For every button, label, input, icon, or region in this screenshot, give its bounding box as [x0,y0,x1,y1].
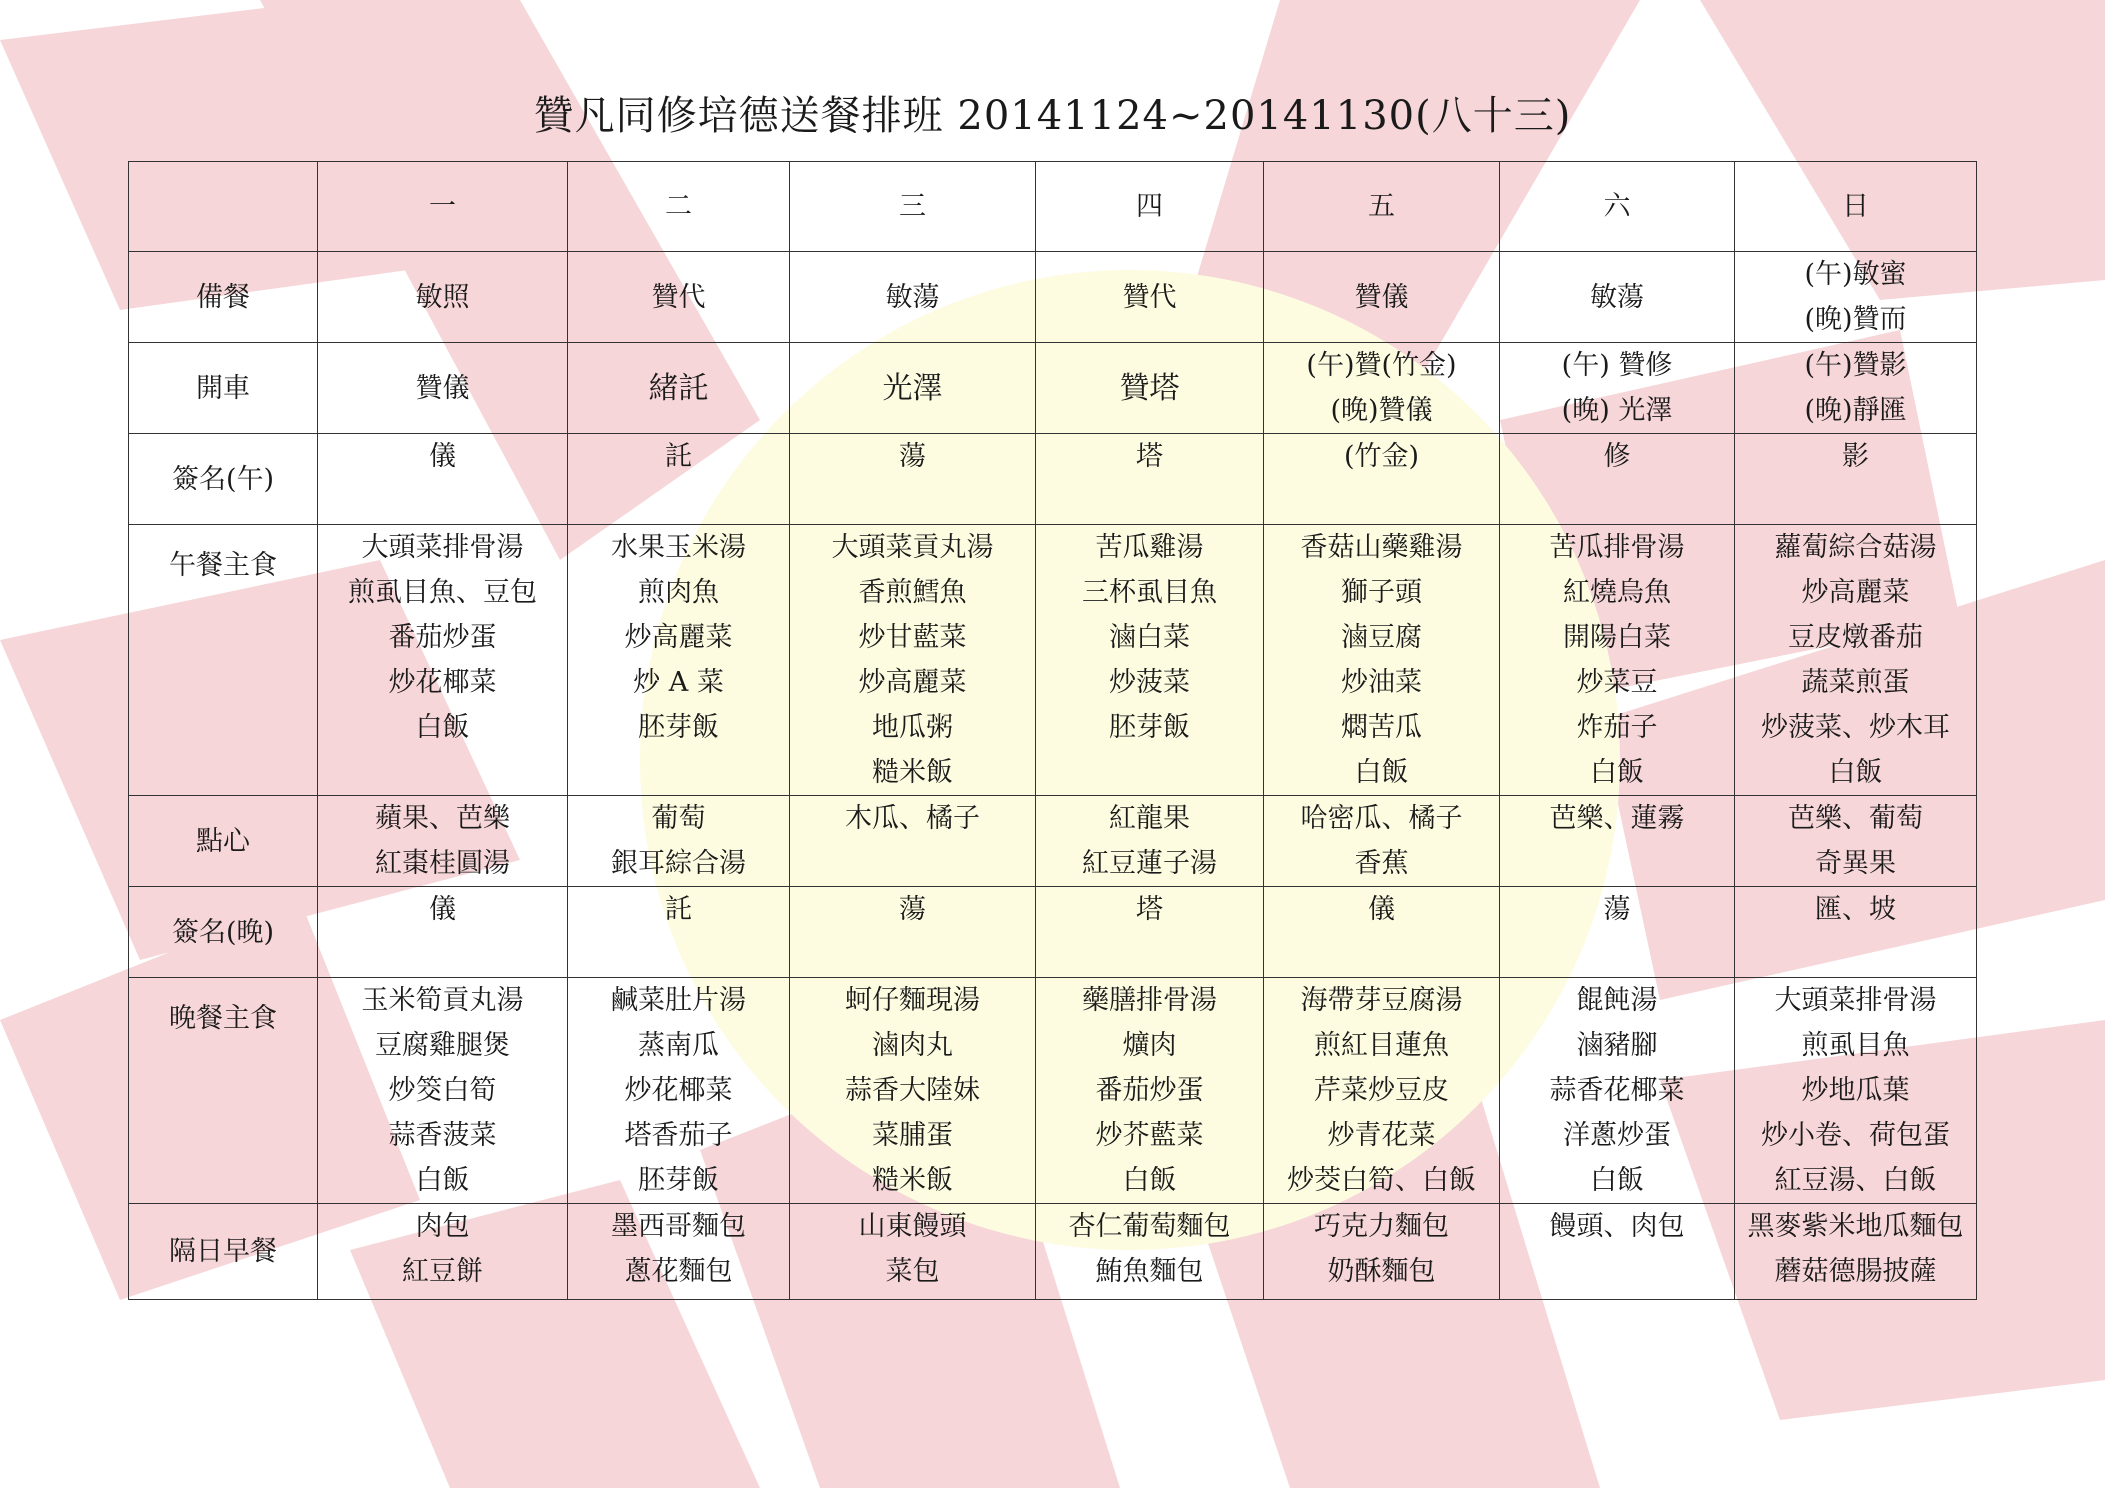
prep-cell [1500,252,1735,343]
row-label: 簽名(午) [129,434,318,525]
cell-text-line: 滷肉丸 [872,1030,953,1061]
breakfast-cell [568,1204,790,1300]
cell-text-line: 大頭菜排骨湯 [361,532,524,563]
cell-text-line: 白飯 [1590,757,1644,788]
snack-cell [1500,796,1735,887]
cell-text-line: 燜苦瓜 [1341,712,1422,743]
cell-text-line: 芹菜炒豆皮 [1314,1075,1449,1106]
cell-text-line: 紅龍果 [1109,803,1190,834]
cell-text-line: 炸茄子 [1576,712,1658,743]
dinner-cell [568,978,790,1204]
cell-text-line: 饅頭、肉包 [1549,1211,1685,1242]
breakfast-cell [1036,1204,1264,1300]
day-header: 一 [318,162,568,252]
cell-text-line: 蕩 [899,441,926,472]
cell-text-line: 匯、坡 [1815,894,1896,925]
cell-text-line: 蕩 [1603,894,1631,925]
cell-text-line: (午)敏蜜 [1804,259,1907,290]
row-label: 午餐主食 [129,525,318,796]
cell-text-line: 白飯 [1828,757,1883,788]
sign-cell [318,887,568,978]
cell-text-line: 蒜香花椰菜 [1549,1075,1685,1106]
meal-schedule-table [128,161,1977,1300]
cell-text-line: 白飯 [1354,757,1409,788]
sign-cell [568,434,790,525]
breakfast-cell [1264,1204,1500,1300]
cell-text-line: 炒高麗菜 [624,622,733,653]
cell-text-line: 紅豆餅 [402,1256,483,1287]
sign-cell [790,887,1036,978]
day-header: 五 [1264,162,1500,252]
cell-text-line: 塔香茄子 [624,1120,733,1151]
cell-text-line: 香菇山藥雞湯 [1300,532,1463,563]
cell-text-line: 白飯 [415,1165,470,1196]
row-label: 開車 [129,343,318,434]
cell-text-line: 豆腐雞腿煲 [375,1030,510,1061]
cell-text-line: 哈密瓜、橘子 [1300,803,1463,834]
cell-text-line: 藥膳排骨湯 [1082,985,1217,1016]
cell-text-line: 餛飩湯 [1576,985,1658,1016]
cell-text-line: 託 [665,441,692,472]
cell-text-line: 緒託 [648,370,709,406]
breakfast-cell [790,1204,1036,1300]
cell-text-line: 獅子頭 [1341,577,1422,608]
sign-cell [1500,887,1735,978]
sign-cell [1036,887,1264,978]
cell-text-line: 芭樂、葡萄 [1788,803,1923,834]
cell-text-line: 鹹菜肚片湯 [611,985,746,1016]
cell-text-line: (晚) 光澤 [1561,395,1673,426]
row-sign-lunch [129,434,1977,525]
cell-text-line: (午) 贊修 [1561,350,1673,381]
cell-text-line: 滷豆腐 [1341,622,1422,653]
cell-text-line: 炒高麗菜 [858,667,967,698]
cell-text-line: 炒花椰菜 [388,667,497,698]
cell-text-line: 苦瓜雞湯 [1095,532,1204,563]
cell-text-line: (晚)靜匯 [1804,395,1907,426]
cell-text-line: 修 [1603,441,1631,472]
sign-cell [790,434,1036,525]
snack-cell [790,796,1036,887]
cell-text-line: 大頭菜貢丸湯 [831,532,994,563]
row-label: 隔日早餐 [129,1204,318,1300]
cell-text-line: 紅燒烏魚 [1563,577,1671,608]
prep-cell [318,252,568,343]
driver-cell [1735,343,1977,434]
cell-text-line: 光澤 [882,370,943,406]
row-label: 晚餐主食 [129,978,318,1204]
header-row [129,162,1977,252]
cell-text-line: 蒜香大陸妹 [845,1075,980,1106]
cell-text-line: 白飯 [1590,1165,1644,1196]
dinner-cell [790,978,1036,1204]
cell-text-line: 奇異果 [1815,848,1896,879]
cell-text-line: 紅豆湯、白飯 [1774,1165,1937,1196]
cell-text-line: 儀 [1368,894,1395,925]
cell-text-line: 胚芽飯 [638,1165,719,1196]
day-header: 日 [1735,162,1977,252]
cell-text-line: 炒 A 菜 [633,667,724,698]
day-header: 四 [1036,162,1264,252]
cell-text-line: 葡萄 [651,803,706,834]
cell-text-line: (午)贊(竹金) [1306,350,1457,381]
cell-text-line: 敏照 [415,281,470,313]
cell-text-line: 煎肉魚 [638,577,719,608]
cell-text-line: 番茄炒蛋 [1095,1075,1204,1106]
cell-text-line: 洋蔥炒蛋 [1563,1120,1671,1151]
prep-cell [1036,252,1264,343]
cell-text-line: (竹金) [1343,441,1420,472]
day-header: 三 [790,162,1036,252]
lunch-cell [1036,525,1264,796]
sign-cell [1264,887,1500,978]
cell-text-line: 煎紅目蓮魚 [1314,1030,1449,1061]
cell-text-line: 香煎鱈魚 [858,577,967,608]
cell-text-line: 滷豬腳 [1576,1030,1658,1061]
cell-text-line: 贊儀 [415,372,470,404]
cell-text-line: 影 [1842,441,1869,472]
cell-text-line: 苦瓜排骨湯 [1549,532,1685,563]
cell-text-line: 炒地瓜葉 [1801,1075,1910,1106]
breakfast-cell [318,1204,568,1300]
snack-cell [1735,796,1977,887]
cell-text-line: 蘑菇德腸披薩 [1774,1256,1937,1287]
cell-text-line: 鮪魚麵包 [1095,1256,1204,1287]
cell-text-line: 炒芥藍菜 [1095,1120,1204,1151]
cell-text-line: 杏仁葡萄麵包 [1068,1211,1231,1242]
cell-text-line: 蘿蔔綜合菇湯 [1774,532,1937,563]
row-lunch [129,525,1977,796]
cell-text-line: 塔 [1136,894,1163,925]
cell-text-line: 炒花椰菜 [624,1075,733,1106]
cell-text-line: 胚芽飯 [1109,712,1190,743]
cell-text-line: 炒高麗菜 [1801,577,1910,608]
cell-text-line: 炒筊白筍 [388,1075,497,1106]
cell-text-line: 滷白菜 [1109,622,1190,653]
cell-text-line: 贊代 [651,281,706,313]
sign-cell [1500,434,1735,525]
lunch-cell [1264,525,1500,796]
cell-text-line: 胚芽飯 [638,712,719,743]
cell-text-line: 儀 [429,894,456,925]
cell-text-line: 炒菠菜、炒木耳 [1761,712,1950,743]
cell-text-line: 菜脯蛋 [872,1120,953,1151]
cell-text-line: 贊儀 [1354,281,1409,313]
cell-text-line: 炒油菜 [1341,667,1422,698]
row-prep [129,252,1977,343]
dinner-cell [1500,978,1735,1204]
sign-cell [318,434,568,525]
cell-text-line: 託 [665,894,692,925]
cell-text-line: 蘋果、芭樂 [375,803,510,834]
sign-cell [1036,434,1264,525]
cell-text-line: 白飯 [415,712,470,743]
row-breakfast [129,1204,1977,1300]
cell-text-line: (晚)贊儀 [1330,395,1433,426]
lunch-cell [568,525,790,796]
cell-text-line: 黑麥紫米地瓜麵包 [1747,1211,1964,1242]
cell-text-line: 紅豆蓮子湯 [1082,848,1217,879]
cell-text-line: 番茄炒蛋 [388,622,497,653]
page-title: 贊凡同修培德送餐排班 20141124~20141130(八十三) [533,93,1572,139]
lunch-cell [1500,525,1735,796]
sign-cell [1264,434,1500,525]
driver-cell [568,343,790,434]
cell-text-line: 木瓜、橘子 [845,803,980,834]
prep-cell [1264,252,1500,343]
snack-cell [1036,796,1264,887]
row-driver [129,343,1977,434]
cell-text-line: 墨西哥麵包 [611,1211,746,1242]
breakfast-cell [1735,1204,1977,1300]
cell-text-line: 炒青花菜 [1327,1120,1436,1151]
cell-text-line: 炒茭白筍、白飯 [1287,1165,1476,1196]
cell-text-line: (晚)贊而 [1804,304,1907,335]
cell-text-line: 蒸南瓜 [638,1030,719,1061]
cell-text-line: 炒小卷、荷包蛋 [1761,1120,1950,1151]
snack-cell [318,796,568,887]
driver-cell [1264,343,1500,434]
lunch-cell [1735,525,1977,796]
cell-text-line: 海帶芽豆腐湯 [1300,985,1463,1016]
cell-text-line: 白飯 [1122,1165,1177,1196]
cell-text-line: 贊代 [1122,281,1177,313]
cell-text-line: 山東饅頭 [858,1211,967,1242]
cell-text-line: 炒菠菜 [1109,667,1190,698]
driver-cell [1500,343,1735,434]
dinner-cell [1036,978,1264,1204]
cell-text-line: 贊塔 [1119,370,1180,406]
cell-text-line: 敏蕩 [885,281,940,313]
cell-text-line: 奶酥麵包 [1327,1256,1436,1287]
cell-text-line: 菜包 [885,1256,940,1287]
cell-text-line: 炒菜豆 [1576,667,1658,698]
cell-text-line: 地瓜粥 [872,712,953,743]
breakfast-cell [1500,1204,1735,1300]
sign-cell [1735,887,1977,978]
driver-cell [790,343,1036,434]
prep-cell [1735,252,1977,343]
cell-text-line: 煎虱目魚、豆包 [348,577,537,608]
lunch-cell [790,525,1036,796]
cell-text-line: 肉包 [415,1211,470,1242]
row-label: 備餐 [129,252,318,343]
cell-text-line: 玉米筍貢丸湯 [361,985,524,1016]
cell-text-line: 巧克力麵包 [1314,1211,1449,1242]
cell-text-line: 銀耳綜合湯 [611,848,746,879]
row-dinner [129,978,1977,1204]
driver-cell [318,343,568,434]
cell-text-line: 塔 [1136,441,1163,472]
cell-text-line: 炒甘藍菜 [858,622,967,653]
cell-text-line: 儀 [429,441,456,472]
cell-text-line: 水果玉米湯 [611,532,746,563]
cell-text-line: 敏蕩 [1590,281,1644,313]
cell-text-line: 三杯虱目魚 [1082,577,1217,608]
cell-text-line: 蔬菜煎蛋 [1801,667,1910,698]
snack-cell [568,796,790,887]
day-header: 二 [568,162,790,252]
cell-text-line: 豆皮燉番茄 [1788,622,1923,653]
prep-cell [790,252,1036,343]
cell-text-line: 香蕉 [1354,848,1409,879]
cell-text-line: 糙米飯 [872,1165,953,1196]
corner-cell [129,162,318,252]
cell-text-line: 糙米飯 [872,757,953,788]
dinner-cell [318,978,568,1204]
prep-cell [568,252,790,343]
lunch-cell [318,525,568,796]
cell-text-line: (午)贊影 [1804,350,1907,381]
dinner-cell [1735,978,1977,1204]
row-label: 簽名(晚) [129,887,318,978]
day-header: 六 [1500,162,1735,252]
cell-text-line: 蒜香菠菜 [388,1120,497,1151]
cell-text-line: 蚵仔麵現湯 [845,985,980,1016]
sign-cell [1735,434,1977,525]
cell-text-line: 芭樂、蓮霧 [1549,803,1685,834]
cell-text-line: 紅棗桂圓湯 [375,848,510,879]
cell-text-line: 蕩 [899,894,926,925]
snack-cell [1264,796,1500,887]
dinner-cell [1264,978,1500,1204]
cell-text-line: 大頭菜排骨湯 [1774,985,1937,1016]
row-sign-dinner [129,887,1977,978]
cell-text-line: 蔥花麵包 [624,1256,733,1287]
driver-cell [1036,343,1264,434]
cell-text-line: 煎虱目魚 [1801,1030,1910,1061]
row-snack [129,796,1977,887]
cell-text-line: 爌肉 [1122,1030,1177,1061]
sign-cell [568,887,790,978]
cell-text-line: 開陽白菜 [1563,622,1671,653]
row-label: 點心 [129,796,318,887]
